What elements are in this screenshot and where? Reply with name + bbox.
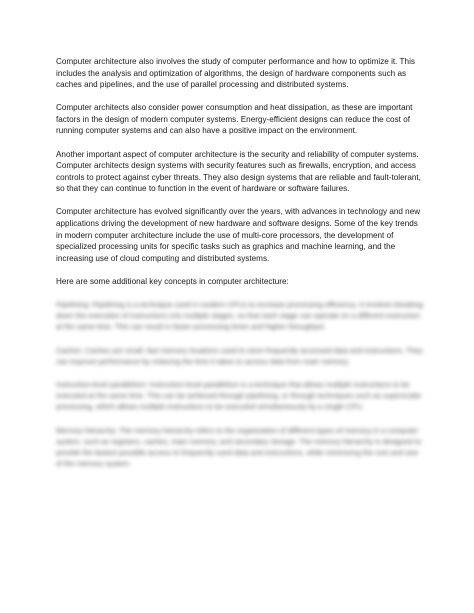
document-body [56, 56, 424, 481]
paragraph-evolution: Computer architecture has evolved significantly over the years, with advances in technology and new applications driving the development of new hardware and software designs. Some of the key trends in modern computer architecture include the use of multi-core processors, the development of specialized processing units for specific tasks such as graphics and machine learning, and the increasing use of cloud computing and distributed systems. [56, 207, 421, 263]
blurred-paragraph-caches: Caches: Caches are small, fast memory locations used to store frequently accessed data and instructions. They can improve performance by reducing the time it takes to access data from main memory. [56, 345, 423, 366]
paragraph-security: Another important aspect of computer architecture is the security and reliability of computer systems. Computer architects design systems with security features such as firewalls, encryption, and access controls to protect against cyber threats. They also design systems that are reliable and fault-tolerant, so that they can continue to function in the event of hardware or software failures. [56, 149, 421, 194]
blurred-paragraph-pipelining: Pipelining: Pipelining is a technique used in modern CPUs to increase processing efficiency. It involves breaking down the execution of instructions into multiple stages, so that each stage can operate on a different instruction at the same time. This can result in faster processing times and higher throughput. [56, 300, 423, 331]
paragraph-power: Computer architects also consider power consumption and heat dissipation, as these are important factors in the design of modern computer systems. Energy-efficient designs can reduce the cost of running computer systems and can also have a positive impact on the environment. [56, 103, 413, 136]
blurred-paragraph-memory-hierarchy: Memory hierarchy: The memory hierarchy refers to the organization of different types of memory in a computer system, such as registers, caches, main memory, and secondary storage. The memory hierarchy is designed to provide the fastest possible access to frequently used data and instructions, while minimizing the cost and size of the memory system. [56, 425, 422, 468]
paragraph-key-concepts-intro: Here are some additional key concepts in computer architecture: [56, 276, 289, 286]
blurred-paragraph-ilp: Instruction-level parallelism: Instruction-level parallelism is a technique that allows multiple instructions to be executed at the same time. This can be achieved through pipelining, or through techniques such as superscalar processing, which allows multiple instructions to be executed simultaneously by a single CPU. [56, 380, 422, 411]
paragraph-performance: Computer architecture also involves the study of computer performance and how to optimize it. This includes the analysis and optimization of algorithms, the design of hardware components such as caches and pipelines, and the use of parallel processing and distributed systems. [56, 57, 415, 90]
blurred-preview-section [56, 299, 424, 469]
